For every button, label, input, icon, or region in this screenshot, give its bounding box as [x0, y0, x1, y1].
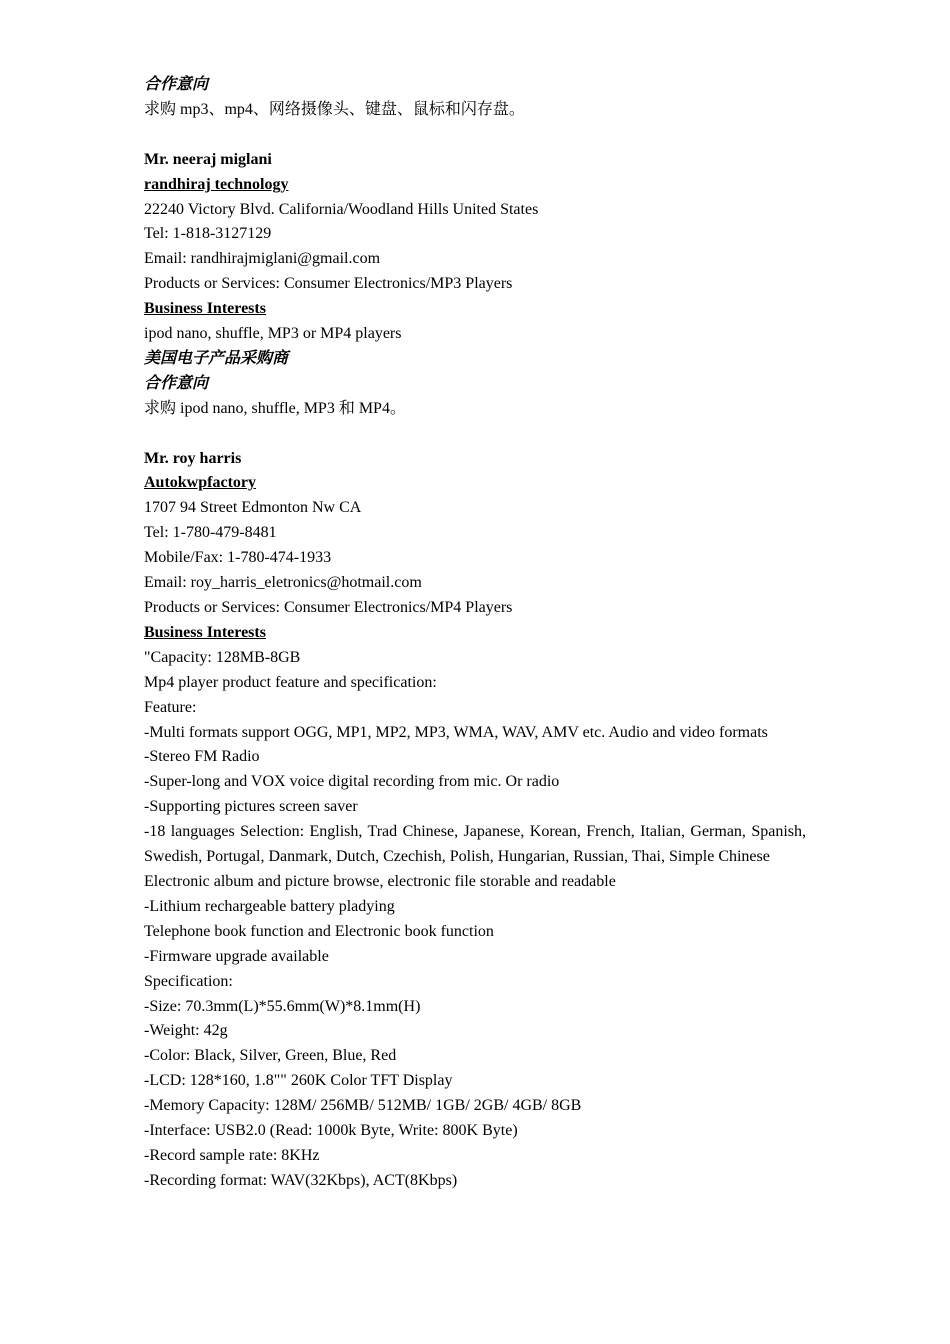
- spec-line: -Interface: USB2.0 (Read: 1000k Byte, Write: 800K Byte): [144, 1122, 518, 1140]
- business-interests-heading: Business Interests: [144, 300, 266, 318]
- spec-line: Electronic album and picture browse, electronic file storable and readable: [144, 872, 616, 890]
- mobile-fax: Mobile/Fax: 1-780-474-1933: [144, 549, 332, 567]
- company-name: Autokwpfactory: [144, 474, 256, 492]
- spec-line: -LCD: 128*160, 1.8"" 260K Color TFT Display: [144, 1072, 453, 1090]
- spec-line: Mp4 player product feature and specification:: [144, 673, 437, 691]
- telephone: Tel: 1-780-479-8481: [144, 524, 277, 542]
- telephone: Tel: 1-818-3127129: [144, 225, 272, 243]
- address: 1707 94 Street Edmonton Nw CA: [144, 499, 362, 517]
- cooperation-text: 求购 ipod nano, shuffle, MP3 和 MP4。: [144, 399, 406, 417]
- chinese-buyer-heading: 美国电子产品采购商: [144, 349, 289, 367]
- spec-line: -Memory Capacity: 128M/ 256MB/ 512MB/ 1GB/ 2GB/ 4GB/ 8GB: [144, 1097, 582, 1115]
- cooperation-heading: 合作意向: [144, 374, 209, 392]
- contact-name: Mr. roy harris: [144, 449, 242, 467]
- spec-line: -Size: 70.3mm(L)*55.6mm(W)*8.1mm(H): [144, 997, 421, 1015]
- spec-line: -Record sample rate: 8KHz: [144, 1146, 320, 1164]
- spacer: [144, 422, 806, 447]
- spec-line: -Recording format: WAV(32Kbps), ACT(8Kbps): [144, 1171, 458, 1189]
- spacer: [144, 123, 806, 148]
- email: Email: randhirajmiglani@gmail.com: [144, 250, 381, 268]
- spec-line: -Multi formats support OGG, MP1, MP2, MP3, WMA, WAV, AMV etc. Audio and video formats: [144, 723, 768, 741]
- business-interests-text: ipod nano, shuffle, MP3 or MP4 players: [144, 325, 402, 343]
- spec-line: -Lithium rechargeable battery pladying: [144, 897, 395, 915]
- spec-line: "Capacity: 128MB-8GB: [144, 648, 301, 666]
- spec-line: Feature:: [144, 698, 197, 716]
- company-name: randhiraj technology: [144, 175, 289, 193]
- languages-paragraph: -18 languages Selection: English, Trad Chinese, Japanese, Korean, French, Italian, German, Spanish, Swedish, Portugal, Danmark, Dutch, Czechish, Polish, Hungarian, Russian, Thai, Simple Chinese: [144, 823, 806, 866]
- spec-line: Telephone book function and Electronic book function: [144, 922, 494, 940]
- document-page: [144, 73, 806, 1194]
- spec-line: -Supporting pictures screen saver: [144, 798, 358, 816]
- business-interests-heading: Business Interests: [144, 623, 266, 641]
- products-services: Products or Services: Consumer Electronics/MP4 Players: [144, 599, 513, 616]
- products-services: Products or Services: Consumer Electronics/MP3 Players: [144, 275, 513, 293]
- spec-line: -Stereo FM Radio: [144, 748, 260, 766]
- spec-line: -Color: Black, Silver, Green, Blue, Red: [144, 1047, 397, 1065]
- spec-line: -Firmware upgrade available: [144, 947, 329, 965]
- contact-name: Mr. neeraj miglani: [144, 150, 272, 168]
- cooperation-heading: 合作意向: [144, 76, 209, 93]
- cooperation-text: 求购 mp3、mp4、网络摄像头、键盘、鼠标和闪存盘。: [144, 100, 525, 118]
- spec-line: -Weight: 42g: [144, 1022, 228, 1040]
- email: Email: roy_harris_eletronics@hotmail.com: [144, 574, 422, 592]
- spec-line: -Super-long and VOX voice digital recording from mic. Or radio: [144, 773, 560, 791]
- address: 22240 Victory Blvd. California/Woodland Hills United States: [144, 200, 539, 218]
- spec-line: Specification:: [144, 972, 233, 990]
